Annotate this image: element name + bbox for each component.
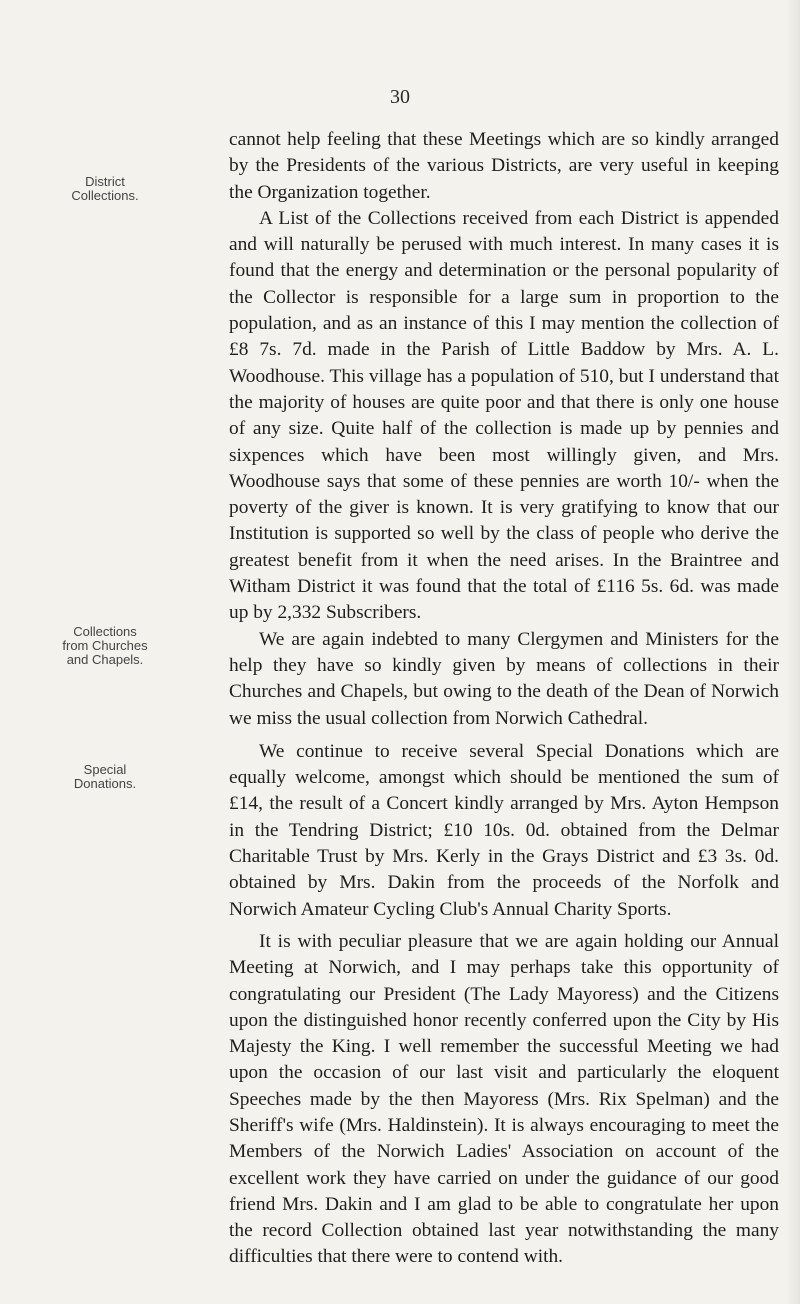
margin-note-line: Collections. [71, 188, 139, 203]
paragraph-churches-chapels: We are again indebted to many Clergymen and Ministers for the help they have so kindly given by means of collections in their Churches and Chapels, but owing to the death of the Dean of Norwich we miss the usual collection from Norwich Cathedral. [229, 628, 779, 729]
page-edge-shadow [786, 0, 800, 1304]
margin-note-line: Special [83, 762, 127, 777]
margin-note-line: Donations. [73, 776, 137, 791]
paragraph-annual-meeting: It is with peculiar pleasure that we are again holding our Annual Meeting at Norwich, and I may perhaps take this opportunity of congratulating our President (The Lady Mayoress) and the Citizens upon the distinguished honor recently conferred upon the City by His Majesty the King. I well remember the successful Meeting we had upon the occasion of our last visit and particularly the eloquent Speeches made by the then Mayoress (Mrs. Rix Spelman) and the Sheriff's wife (Mrs. Haldinstein). It is always encouraging to meet the Members of the Norwich Ladies' Association on account of the excellent work they have carried on under the guidance of our good friend Mrs. Dakin and I am glad to be able to congratulate her upon the record Collection obtained last year notwithstanding the many difficulties that there were to contend with. [229, 930, 779, 1268]
paragraph-continued: cannot help feeling that these Meetings which are so kindly arranged by the Presidents of the various Districts, are very useful in keeping the Organization together. [229, 129, 779, 203]
margin-note-district-collections [40, 175, 170, 203]
page-number: 30 [390, 86, 410, 108]
paragraph-special-donations: We continue to receive several Special Donations which are equally welcome, amongst which should be mentioned the sum of £14, the result of a Concert kindly arranged by Mrs. Ayton Hempson in the Tendring District; £10 10s. 0d. obtained from the Delmar Charitable Trust by Mrs. Kerly in the Grays District and £3 3s. 0d. obtained by Mrs. Dakin from the proceeds of the Norfolk and Norwich Amateur Cycling Club's Annual Charity Sports. [229, 740, 779, 920]
margin-note-line: and Chapels. [66, 652, 144, 667]
margin-note-churches-chapels [40, 625, 170, 667]
margin-note-line: from Churches [62, 638, 148, 653]
body-text [229, 127, 779, 1271]
margin-note-line: Collections [73, 624, 137, 639]
margin-note-line: District [85, 174, 125, 189]
paragraph-district-collections: A List of the Collections received from each District is appended and will naturally be perused with much interest. In many cases it is found that the energy and determination or the personal popularity of the Collector is responsible for a large sum in proportion to the population, and as an instance of this I may mention the collection of £8 7s. 7d. made in the Parish of Little Baddow by Mrs. A. L. Woodhouse. This village has a population of 510, but I understand that the majority of houses are quite poor and that there is only one house of any size. Quite half of the collection is made up by pennies and sixpences which have been most willingly given, and Mrs. Woodhouse says that some of these pennies are worth 10/- when the poverty of the giver is known. It is very gratifying to know that our Institution is supported so well by the class of people who derive the greatest benefit from it when the need arises. In the Braintree and Witham District it was found that the total of £116 5s. 6d. was made up by 2,332 Subscribers. [229, 207, 779, 624]
margin-note-special-donations [40, 763, 170, 791]
